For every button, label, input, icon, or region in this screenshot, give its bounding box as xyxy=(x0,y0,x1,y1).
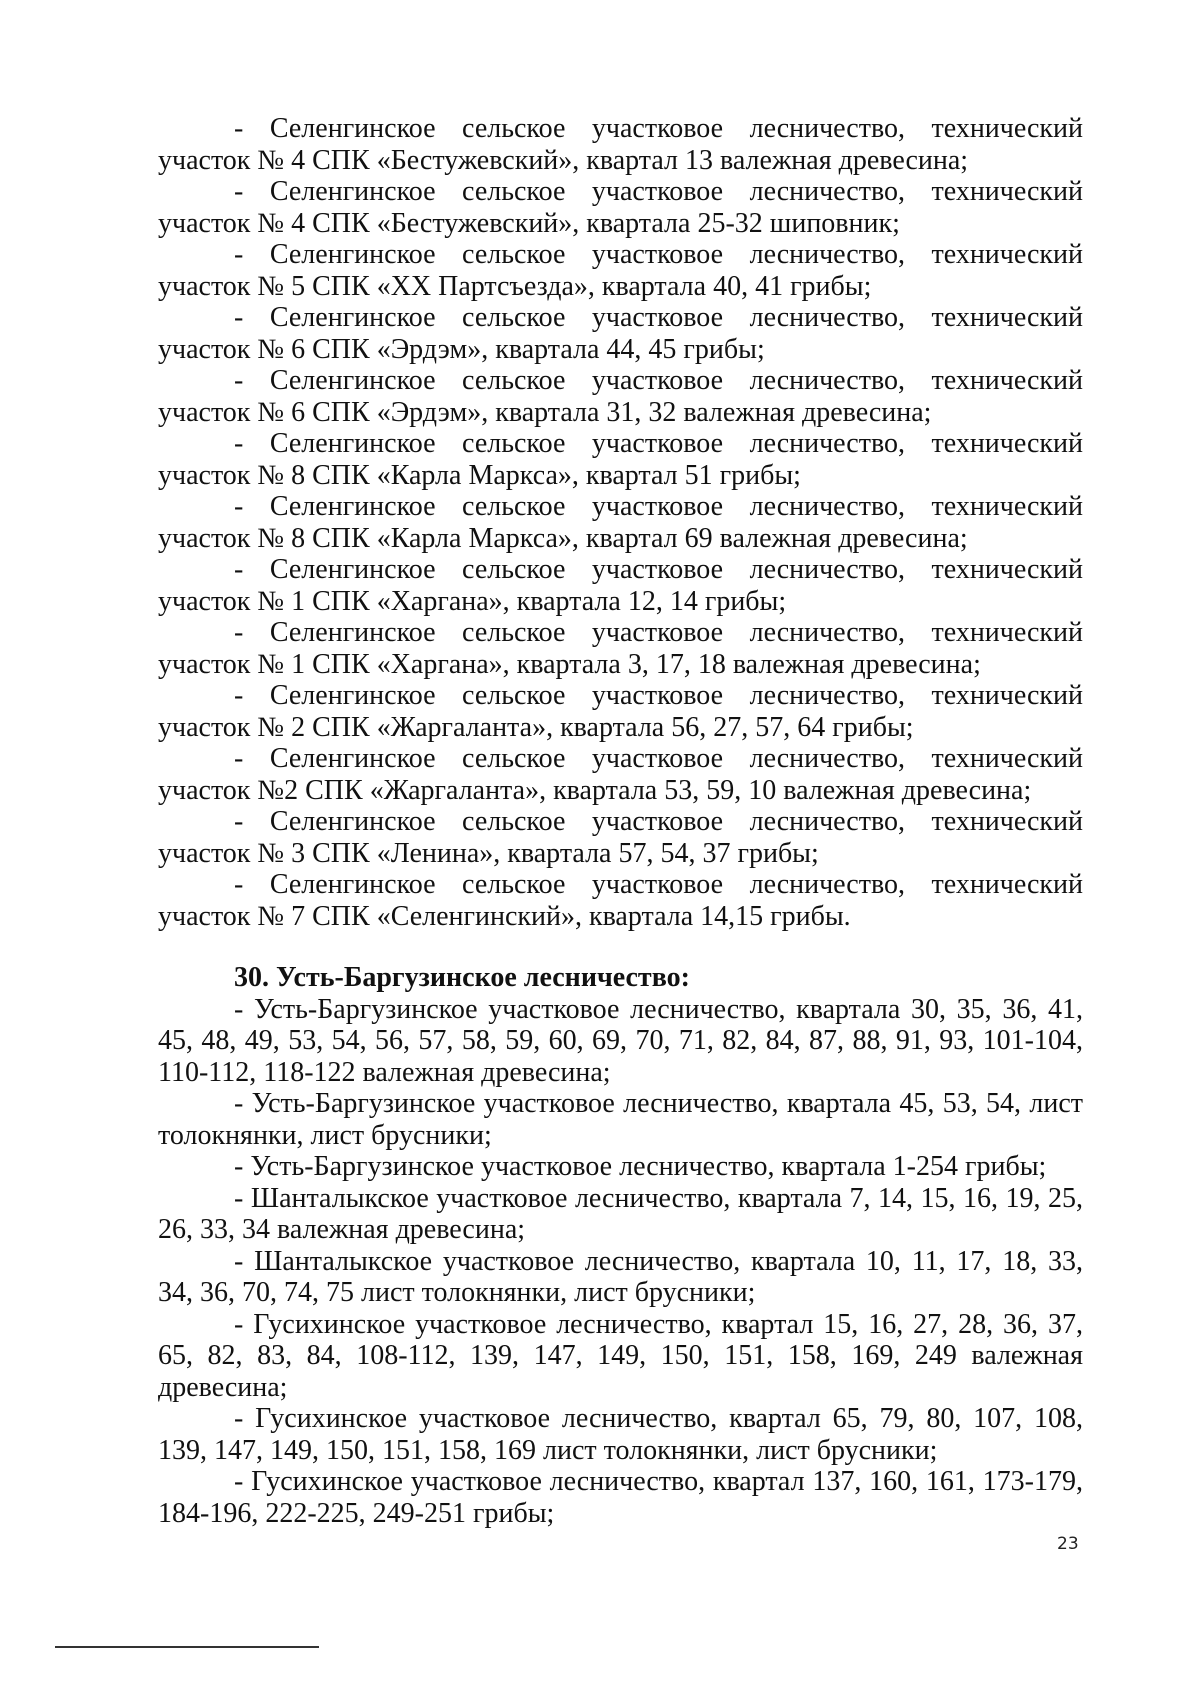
list-item: - Шанталыкское участковое лесничество, квартала 10, 11, 17, 18, 33, 34, 36, 70, 74, 75 лист толокнянки, лист брусники; xyxy=(158,1245,1083,1308)
list-item: - Селенгинское сельское участковое лесничество, технический участок № 8 СПК «Карла Маркса», квартал 69 валежная древесина; xyxy=(158,491,1083,554)
list-item: - Гусихинское участковое лесничество, квартал 137, 160, 161, 173-179, 184-196, 222-225, 249-251 грибы; xyxy=(158,1466,1083,1529)
list-item: - Усть-Баргузинское участковое лесничество, квартала 45, 53, 54, лист толокнянки, лист брусники; xyxy=(158,1088,1083,1151)
list-item: - Гусихинское участковое лесничество, квартал 65, 79, 80, 107, 108, 139, 147, 149, 150, 151, 158, 169 лист толокнянки, лист брусники; xyxy=(158,1403,1083,1466)
list-item: - Селенгинское сельское участковое лесничество, технический участок № 7 СПК «Селенгинский», квартала 14,15 грибы. xyxy=(158,869,1083,932)
list-item: - Селенгинское сельское участковое лесничество, технический участок № 6 СПК «Эрдэм», квартала 31, 32 валежная древесина; xyxy=(158,365,1083,428)
list-item: - Селенгинское сельское участковое лесничество, технический участок № 2 СПК «Жаргаланта», квартала 56, 27, 57, 64 грибы; xyxy=(158,680,1083,743)
list-item: - Селенгинское сельское участковое лесничество, технический участок № 3 СПК «Ленина», квартала 57, 54, 37 грибы; xyxy=(158,806,1083,869)
list-item: - Селенгинское сельское участковое лесничество, технический участок № 1 СПК «Харгана», квартала 12, 14 грибы; xyxy=(158,554,1083,617)
list-item: - Усть-Баргузинское участковое лесничество, квартала 30, 35, 36, 41, 45, 48, 49, 53, 54, 56, 57, 58, 59, 60, 69, 70, 71, 82, 84, 87, 88, 91, 93, 101-104, 110-112, 118-122 валежная древесина; xyxy=(158,993,1083,1088)
page-number: 23 xyxy=(1057,1534,1079,1554)
list-item: - Усть-Баргузинское участковое лесничество, квартала 1-254 грибы; xyxy=(234,1151,1047,1182)
list-item: - Селенгинское сельское участковое лесничество, технический участок № 8 СПК «Карла Маркса», квартал 51 грибы; xyxy=(158,428,1083,491)
list-item: - Гусихинское участковое лесничество, квартал 15, 16, 27, 28, 36, 37, 65, 82, 83, 84, 108-112, 139, 147, 149, 150, 151, 158, 169, 249 валежная древесина; xyxy=(158,1308,1083,1403)
section-heading: 30. Усть-Баргузинское лесничество: xyxy=(234,962,690,993)
list-item: - Селенгинское сельское участковое лесничество, технический участок № 6 СПК «Эрдэм», квартала 44, 45 грибы; xyxy=(158,302,1083,365)
list-item: - Шанталыкское участковое лесничество, квартала 7, 14, 15, 16, 19, 25, 26, 33, 34 валежная древесина; xyxy=(158,1182,1083,1245)
list-item: - Селенгинское сельское участковое лесничество, технический участок № 4 СПК «Бестужевский», квартала 25-32 шиповник; xyxy=(158,176,1083,239)
list-item: - Селенгинское сельское участковое лесничество, технический участок № 4 СПК «Бестужевский», квартал 13 валежная древесина; xyxy=(158,113,1083,176)
list-item: - Селенгинское сельское участковое лесничество, технический участок № 5 СПК «XX Партсъезда», квартала 40, 41 грибы; xyxy=(158,239,1083,302)
document-body xyxy=(158,113,1083,1529)
list-item: - Селенгинское сельское участковое лесничество, технический участок №2 СПК «Жаргаланта», квартала 53, 59, 10 валежная древесина; xyxy=(158,743,1083,806)
list-item: - Селенгинское сельское участковое лесничество, технический участок № 1 СПК «Харгана», квартала 3, 17, 18 валежная древесина; xyxy=(158,617,1083,680)
footnote-divider xyxy=(55,1646,319,1648)
